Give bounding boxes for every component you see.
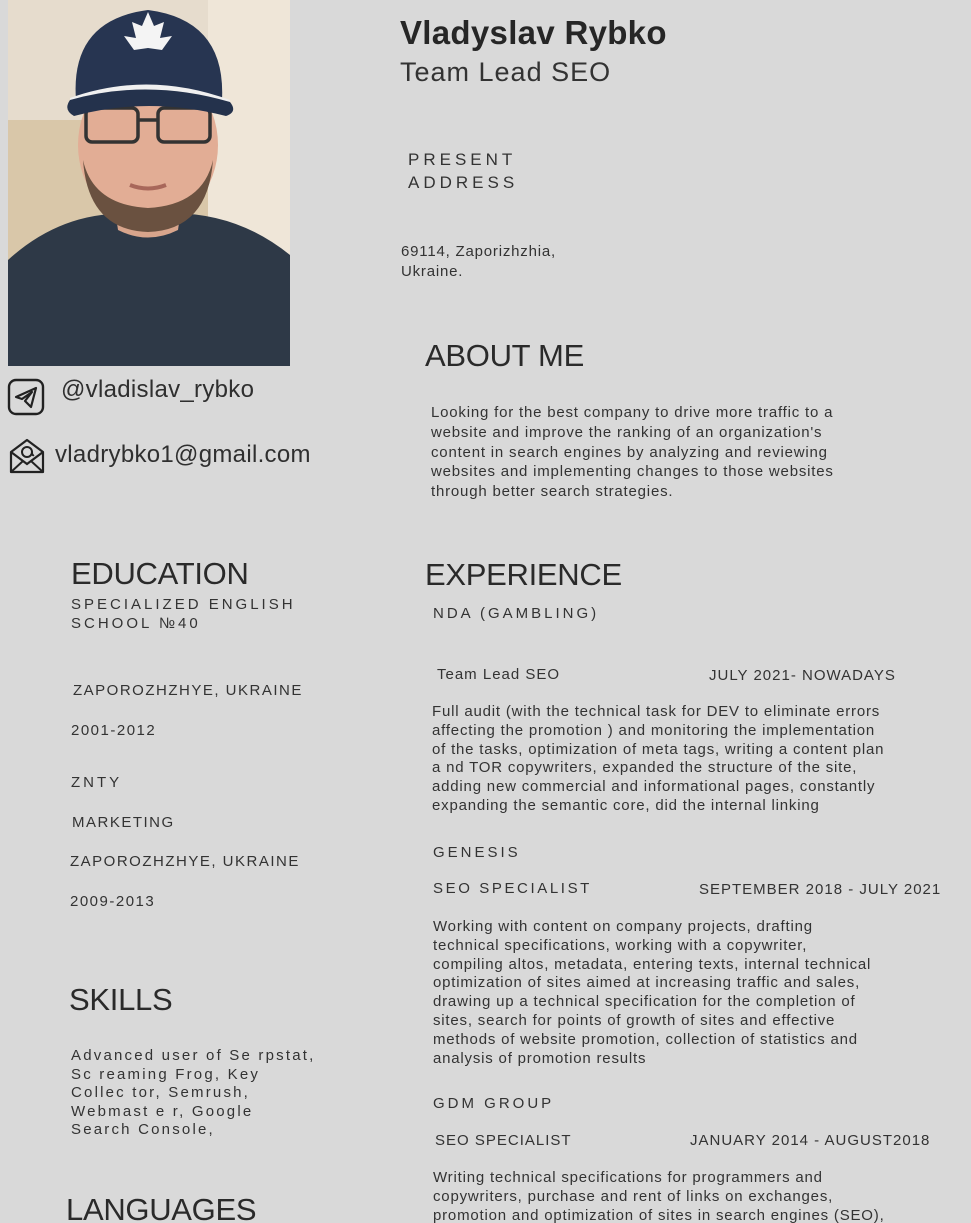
job-role: Team Lead SEO: [437, 666, 561, 683]
job-description-line: Writing technical specifications for programmers and: [433, 1169, 823, 1186]
education-heading: EDUCATION: [71, 556, 249, 591]
experience-heading: EXPERIENCE: [425, 557, 622, 592]
address-line: Ukraine.: [401, 263, 464, 280]
skills-line: Advanced user of Se rpstat,: [71, 1047, 316, 1064]
job-description-line: promotion and optimization of sites in search engines (SEO),: [433, 1206, 885, 1223]
job-description: [432, 703, 971, 816]
address-heading: [408, 148, 518, 194]
address-heading-line: ADDRESS: [408, 173, 519, 192]
address-value: [401, 242, 556, 282]
about-line: Looking for the best company to drive more traffic to a: [431, 404, 834, 421]
job-company: NDA (GAMBLING): [433, 605, 600, 622]
job-description-line: Working with content on company projects, drafting: [433, 918, 813, 935]
skills-text: [71, 1047, 371, 1140]
about-line: websites and implementing changes to those websites: [431, 463, 834, 481]
university-city: ZAPOROZHZHYE, UKRAINE: [70, 853, 300, 870]
job-role: SEO SPECIALIST: [433, 880, 592, 897]
skills-line: Search Console,: [71, 1121, 215, 1138]
job-dates: JULY 2021- NOWADAYS: [709, 667, 896, 684]
about-heading: ABOUT ME: [425, 338, 584, 373]
address-heading-line: PRESENT: [408, 150, 517, 169]
school-name-line: SCHOOL №40: [71, 614, 201, 632]
job-description-line: analysis of promotion results: [433, 1049, 647, 1067]
job-description-line: compiling altos, metadata, entering texts, internal technical: [433, 955, 872, 973]
languages-heading: LANGUAGES: [66, 1192, 257, 1223]
job-description-line: copywriters, purchase and rent of links on exchanges,: [433, 1187, 834, 1205]
job-description: [433, 918, 971, 1068]
job-description-line: a nd TOR copywriters, expanded the structure of the site,: [432, 759, 858, 777]
skills-line: Webmast e r, Google: [71, 1102, 254, 1120]
email-link[interactable]: vladrybko1@gmail.com: [55, 441, 311, 468]
job-title: Team Lead SEO: [400, 57, 612, 87]
school-name-line: SPECIALIZED ENGLISH: [71, 596, 296, 613]
address-line: 69114, Zaporizhzhia,: [401, 243, 556, 260]
job-description-line: Full audit (with the technical task for DEV to eliminate errors: [432, 703, 881, 720]
job-description-line: affecting the promotion ) and monitoring the implementation: [432, 721, 875, 739]
skills-line: Sc reaming Frog, Key: [71, 1065, 261, 1083]
job-description-line: drawing up a technical specification for the completion of: [433, 993, 856, 1011]
job-description-line: optimization of sites aimed at increasing traffic and sales,: [433, 974, 861, 992]
about-text: [431, 403, 911, 502]
telegram-icon: [7, 378, 45, 416]
email-icon: [8, 437, 46, 475]
profile-photo: [8, 0, 290, 366]
skills-heading: SKILLS: [69, 982, 173, 1017]
job-description-line: adding new commercial and informational pages, constantly: [432, 778, 876, 796]
person-name: Vladyslav Rybko: [400, 14, 667, 51]
job-description-line: methods of website promotion, collection of statistics and: [433, 1030, 858, 1048]
university-years: 2009-2013: [70, 893, 156, 910]
job-company: GDM GROUP: [433, 1095, 555, 1112]
job-dates: SEPTEMBER 2018 - JULY 2021: [699, 881, 942, 898]
job-description-line: of the tasks, optimization of meta tags, writing a content plan: [432, 740, 885, 758]
job-description-line: technical specifications, working with a copywriter,: [433, 936, 808, 954]
about-line: website and improve the ranking of an organization's: [431, 423, 823, 441]
skills-line: Collec tor, Semrush,: [71, 1084, 251, 1101]
about-line: through better search strategies.: [431, 483, 674, 501]
university-name: ZNTY: [71, 774, 123, 791]
school-years: 2001-2012: [71, 722, 157, 739]
school-city: ZAPOROZHZHYE, UKRAINE: [73, 682, 303, 699]
job-description: [433, 1169, 971, 1223]
portrait-image: [8, 0, 290, 366]
job-dates: JANUARY 2014 - AUGUST2018: [690, 1132, 931, 1149]
job-role: SEO SPECIALIST: [435, 1132, 572, 1149]
telegram-handle-link[interactable]: @vladislav_rybko: [61, 376, 255, 403]
job-company: GENESIS: [433, 844, 521, 861]
job-description-line: expanding the semantic core, did the internal linking: [432, 796, 820, 814]
university-field: MARKETING: [72, 814, 175, 831]
about-line: content in search engines by analyzing and reviewing: [431, 443, 828, 461]
school-name: [71, 596, 296, 633]
job-description-line: sites, search for points of growth of sites and effective: [433, 1011, 836, 1029]
